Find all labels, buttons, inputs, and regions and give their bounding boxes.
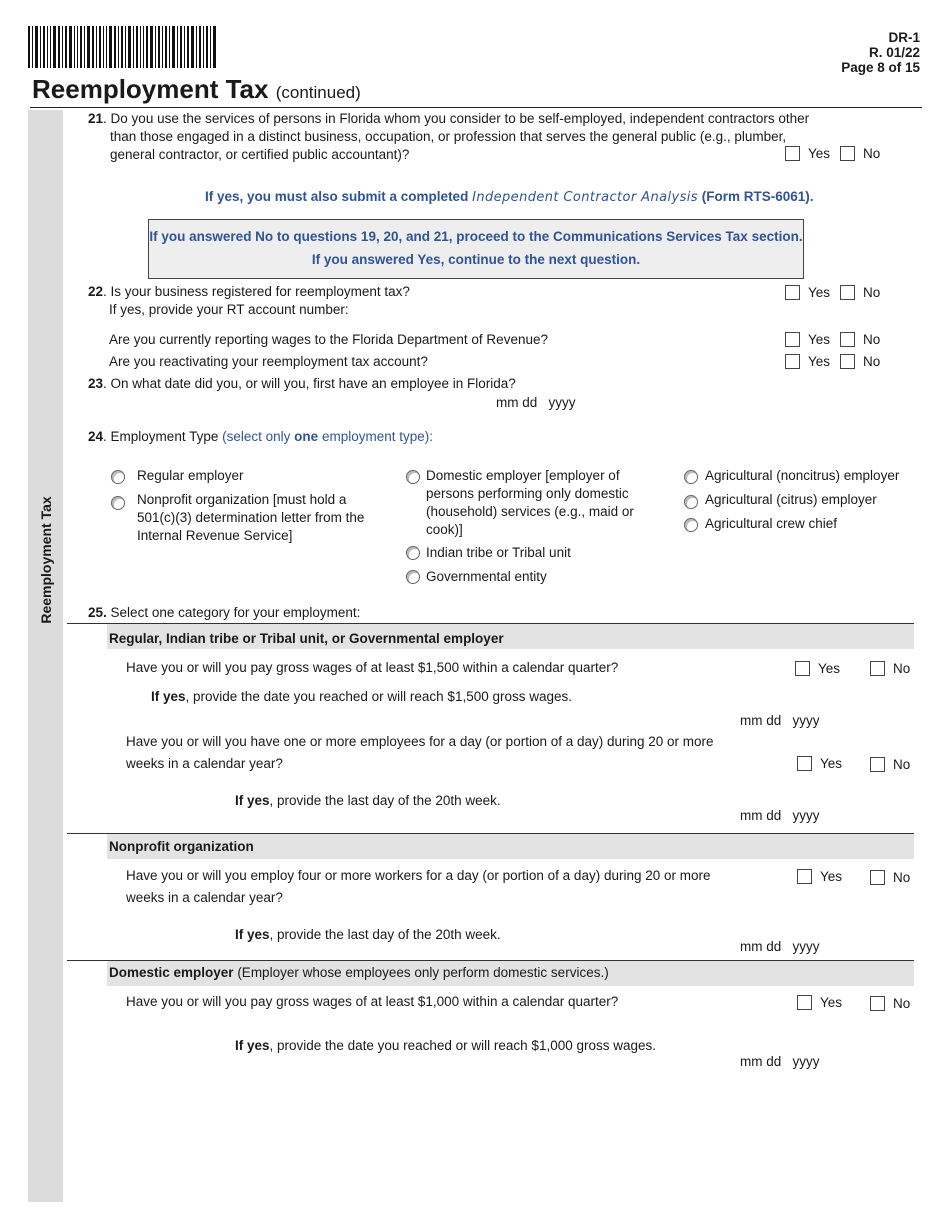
sidebar-label: Reemployment Tax [37,496,54,624]
radio-agricultural-noncitrus[interactable] [684,470,698,487]
q25-text: 25. Select one category for your employment: [88,605,361,620]
form-revision: R. 01/22 [868,45,920,60]
section-domestic-title: Domestic employer (Employer whose employees only perform domestic services.) [109,965,609,980]
nonprofit-q1: Have you or will you employ four or more workers for a day (or portion of a day) during 20 or more weeks in a calendar year? [126,868,711,905]
option-agricultural-noncitrus: Agricultural (noncitrus) employer [705,468,900,483]
q22-sub2: Are you reactivating your reemployment tax account? [109,354,428,369]
domestic-q1: Have you or will you pay gross wages of at least $1,000 within a calendar quarter? [126,994,619,1009]
q22-no-checkbox[interactable] [840,285,855,300]
q21-yes-no: Yes No [785,146,880,161]
option-regular-employer: Regular employer [137,468,244,483]
regular-q2-yes-checkbox[interactable] [797,756,812,771]
regular-q1-yes-checkbox[interactable] [795,661,810,676]
regular-q2-no-checkbox[interactable] [870,757,885,772]
q22-yes-checkbox[interactable] [785,285,800,300]
radio-agricultural-crew-chief[interactable] [684,518,698,535]
regular-q1-no: No [870,661,910,676]
q22-sub1-no-checkbox[interactable] [840,332,855,347]
regular-q2: Have you or will you have one or more employees for a day (or portion of a day) during 20 or more weeks in a calendar year? [126,734,714,771]
radio-agricultural-citrus[interactable] [684,495,698,512]
page-number: Page 8 of 15 [841,60,920,75]
q23-text: 23. On what date did you, or will you, first have an employee in Florida? [88,376,516,391]
section-nonprofit-title: Nonprofit organization [109,839,254,854]
header-divider [30,107,922,108]
regular-q1-yes: Yes [795,661,840,676]
q23-date-field[interactable]: mm dd yyyy [496,395,576,410]
q22-text: 22. Is your business registered for reemployment tax? If yes, provide your RT account number: [88,284,410,317]
nonprofit-q1-no-checkbox[interactable] [870,870,885,885]
radio-governmental-entity[interactable] [406,570,420,587]
regular-q2-yes: Yes [797,756,842,771]
q22-sub2-yes-no: Yes No [785,354,880,369]
regular-q1-no-checkbox[interactable] [870,661,885,676]
regular-q2-if-yes: If yes, provide the last day of the 20th week. [235,793,501,808]
page-title [32,74,361,105]
regular-q1-if-yes: If yes, provide the date you reached or will reach $1,500 gross wages. [151,689,573,704]
nonprofit-q1-no: No [870,870,910,885]
q22-yes-no: Yes No [785,285,880,300]
form-rts-6061-name: Independent Contractor Analysis [472,190,698,205]
q24-text: 24. Employment Type (select only one employment type): [88,429,433,444]
form-id: DR-1 [888,30,920,45]
domestic-q1-yes: Yes [797,995,842,1010]
domestic-q1-if-yes: If yes, provide the date you reached or will reach $1,000 gross wages. [235,1038,657,1053]
option-agricultural-crew-chief: Agricultural crew chief [705,516,838,531]
radio-domestic-employer[interactable] [406,470,420,487]
radio-indian-tribe[interactable] [406,546,420,563]
page-title-suffix: (continued) [275,83,361,102]
domestic-q1-no: No [870,996,910,1011]
option-nonprofit-organization: Nonprofit organization [must hold a 501(c)(3) determination letter from the Internal Revenue Service] [137,492,365,543]
q22-sub1-yes-checkbox[interactable] [785,332,800,347]
instruction-box: If you answered No to questions 19, 20, and 21, proceed to the Communications Services Tax section. If you answered Yes, continue to the next question. [148,219,804,279]
barcode [28,26,252,68]
nonprofit-q1-if-yes: If yes, provide the last day of the 20th week. [235,927,501,942]
radio-regular-employer[interactable] [111,470,125,487]
page-title-text: Reemployment Tax [32,74,269,104]
option-agricultural-citrus: Agricultural (citrus) employer [705,492,877,507]
domestic-q1-no-checkbox[interactable] [870,996,885,1011]
regular-q2-date-field[interactable]: mm dd yyyy [740,808,820,823]
option-domestic-employer: Domestic employer [employer of persons performing only domestic (household) services (e.g., maid or cook)] [426,468,634,537]
q22-sub2-no-checkbox[interactable] [840,354,855,369]
q21-text: 21. Do you use the services of persons in Florida whom you consider to be self-employed, independent contractors other than those engaged in a distinct business, occupation, or profession that serves the general public (e.g., plumber, general contractor, or certified public accountant)? [88,111,810,162]
section-regular-title: Regular, Indian tribe or Tribal unit, or Governmental employer [109,631,504,646]
regular-q1-date-field[interactable]: mm dd yyyy [740,713,820,728]
nonprofit-q1-date-field[interactable]: mm dd yyyy [740,939,820,954]
option-governmental-entity: Governmental entity [426,569,547,584]
regular-q1: Have you or will you pay gross wages of at least $1,500 within a calendar quarter? [126,660,619,675]
q22-sub1: Are you currently reporting wages to the Florida Department of Revenue? [109,332,548,347]
q21-no-checkbox[interactable] [840,146,855,161]
regular-q2-no: No [870,757,910,772]
q22-sub2-yes-checkbox[interactable] [785,354,800,369]
domestic-q1-date-field[interactable]: mm dd yyyy [740,1054,820,1069]
q21-yes-checkbox[interactable] [785,146,800,161]
q22-sub1-yes-no: Yes No [785,332,880,347]
form-id-block [841,30,920,75]
domestic-q1-yes-checkbox[interactable] [797,995,812,1010]
nonprofit-q1-yes-checkbox[interactable] [797,869,812,884]
radio-nonprofit-organization[interactable] [111,496,125,513]
option-indian-tribe: Indian tribe or Tribal unit [426,545,571,560]
q21-note: If yes, you must also submit a completed Independent Contractor Analysis (Form RTS-6061). [205,189,814,205]
nonprofit-q1-yes: Yes [797,869,842,884]
